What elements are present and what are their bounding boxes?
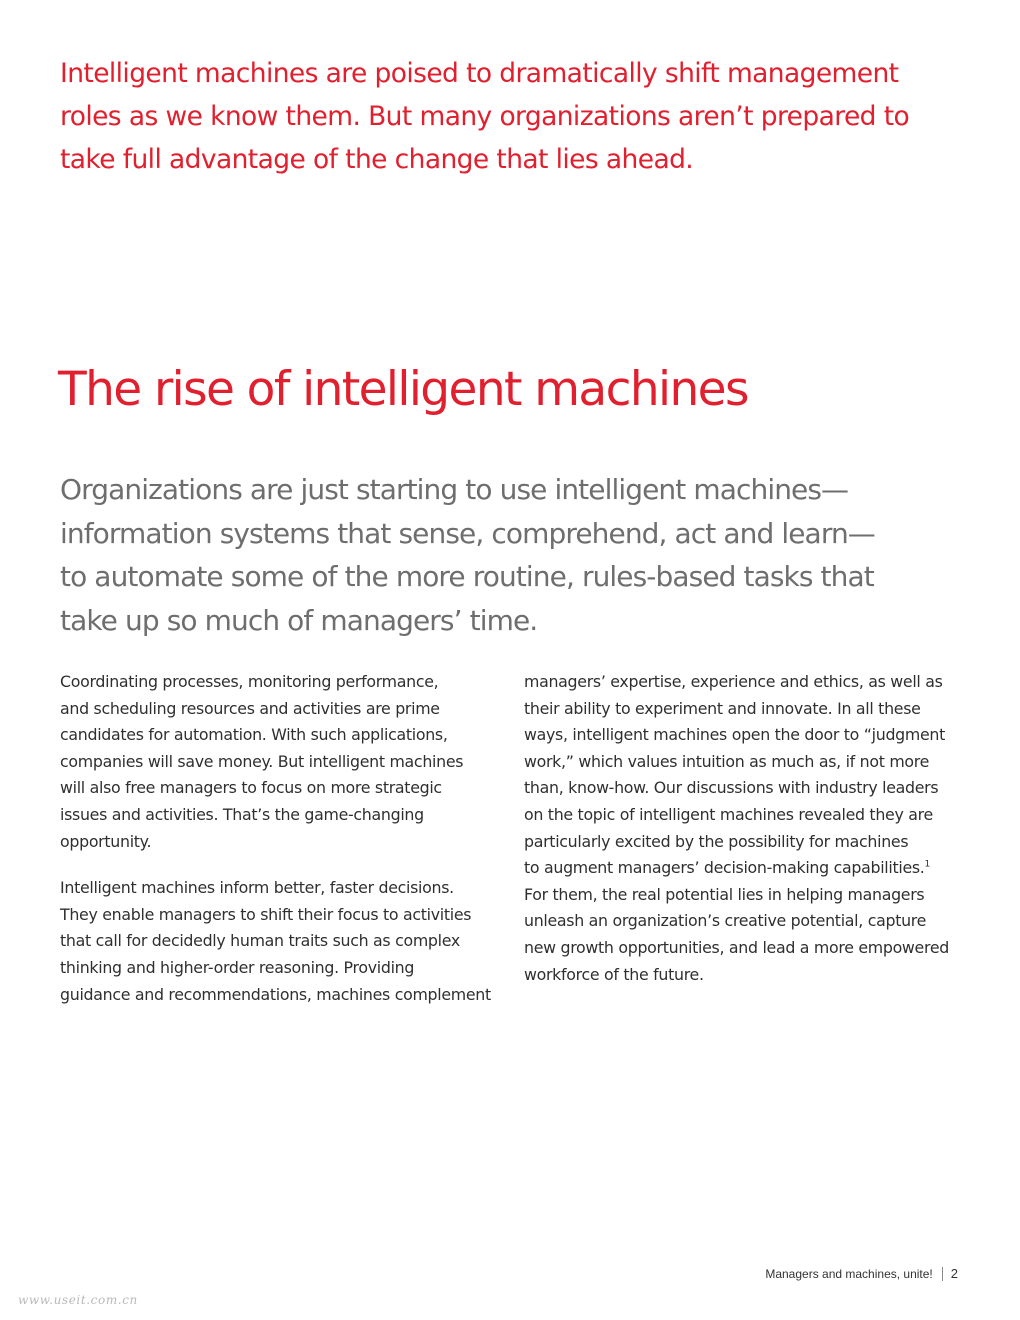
body-line: and scheduling resources and activities are prime	[60, 698, 440, 718]
footnote-marker: 1	[924, 859, 930, 870]
body-line: candidates for automation. With such applications,	[60, 725, 448, 745]
body-line: than, know-how. Our discussions with industry leaders	[524, 778, 939, 798]
section-title: The rise of intelligent machines	[58, 362, 748, 417]
body-line: unleash an organization’s creative potential, capture	[524, 911, 927, 931]
lead-line: to automate some of the more routine, rules-based tasks that	[60, 560, 874, 593]
body-line: opportunity.	[60, 831, 152, 851]
body-column-left	[60, 669, 500, 1028]
body-column-right	[524, 669, 964, 1008]
body-line: their ability to experiment and innovate. In all these	[524, 698, 921, 718]
intro-line: take full advantage of the change that lies ahead.	[60, 144, 694, 175]
intro-callout	[60, 52, 940, 181]
body-line: that call for decidedly human traits such as complex	[60, 931, 460, 951]
footer-title: Managers and machines, unite!	[765, 1266, 933, 1281]
lead-line: information systems that sense, comprehend, act and learn—	[60, 516, 875, 550]
body-line: workforce of the future.	[524, 964, 704, 984]
body-line: For them, the real potential lies in helping managers	[524, 884, 925, 904]
body-line: will also free managers to focus on more strategic	[60, 778, 442, 798]
watermark: www.useit.com.cn	[18, 1293, 138, 1307]
body-line: on the topic of intelligent machines revealed they are	[524, 804, 933, 824]
body-line: work,” which values intuition as much as, if not more	[524, 751, 930, 771]
page-number: 2	[950, 1266, 958, 1281]
intro-line: Intelligent machines are poised to dramatically shift management	[60, 58, 899, 89]
body-line: Coordinating processes, monitoring performance,	[60, 672, 439, 691]
body-line: guidance and recommendations, machines complement	[60, 984, 491, 1004]
body-line: to augment managers’ decision-making capabilities.	[524, 858, 925, 878]
lead-line: Organizations are just starting to use intelligent machines—	[60, 473, 849, 506]
body-line: issues and activities. That’s the game-changing	[60, 804, 424, 824]
body-line: particularly excited by the possibility for machines	[524, 831, 909, 851]
page-footer	[765, 1266, 958, 1281]
body-paragraph	[60, 875, 500, 1008]
body-line: managers’ expertise, experience and ethics, as well as	[524, 672, 943, 691]
section-lead	[60, 468, 960, 642]
body-paragraph	[524, 669, 964, 988]
body-line: new growth opportunities, and lead a more empowered	[524, 937, 949, 957]
intro-line: roles as we know them. But many organizations aren’t prepared to	[60, 101, 910, 132]
body-paragraph	[60, 669, 500, 855]
body-line: thinking and higher-order reasoning. Providing	[60, 957, 415, 977]
footer-divider	[942, 1267, 943, 1281]
body-line: companies will save money. But intelligent machines	[60, 751, 464, 771]
lead-line: take up so much of managers’ time.	[60, 603, 538, 637]
body-line: They enable managers to shift their focus to activities	[60, 904, 472, 924]
body-line: Intelligent machines inform better, faster decisions.	[60, 878, 454, 898]
body-line: ways, intelligent machines open the door to “judgment	[524, 725, 946, 745]
